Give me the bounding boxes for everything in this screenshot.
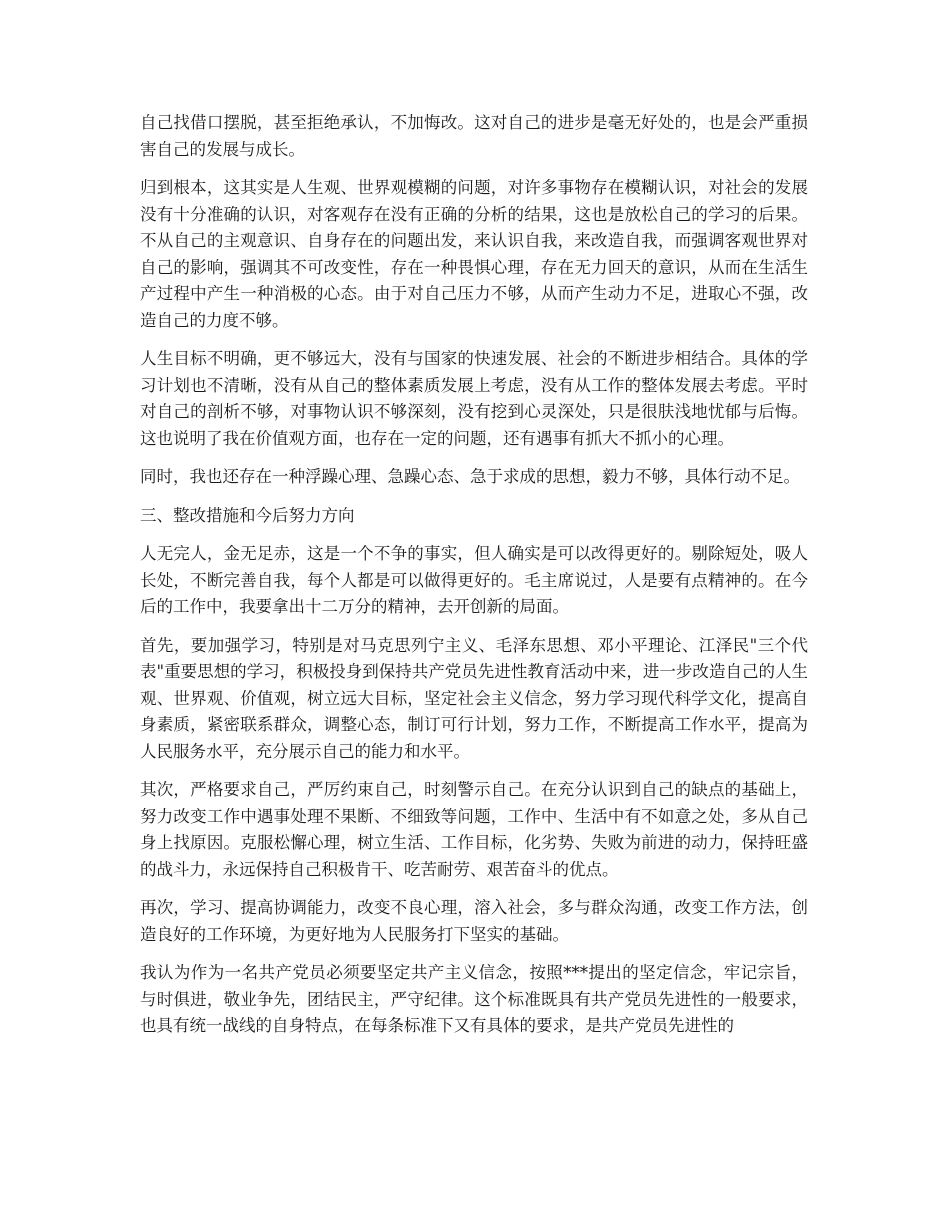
paragraph-party-member: 我认为作为一名共产党员必须要坚定共产主义信念，按照***提出的坚定信念，牢记宗旨，与时俱进，敬业争先，团结民主，严守纪律。这个标准既具有共产党员先进性的一般要求，也具有统一战线的自身特点，在每条标准下又有具体的要求，是共产党员先进性的 <box>140 963 808 1035</box>
document-body <box>140 110 808 1052</box>
paragraph-third-coordination: 再次，学习、提高协调能力，改变不良心理，溶入社会，多与群众沟通，改变工作方法，创造良好的工作环境，为更好地为人民服务打下坚实的基础。 <box>140 898 808 944</box>
section-heading-rectification: 三、整改措施和今后努力方向 <box>140 505 355 525</box>
paragraph-impatience: 同时，我也还存在一种浮躁心理、急躁心态、急于求成的思想，毅力不够，具体行动不足。 <box>140 467 800 486</box>
paragraph-excuses: 自己找借口摆脱，甚至拒绝承认，不加悔改。这对自己的进步是毫无好处的，也是会严重损害自己的发展与成长。 <box>140 113 808 159</box>
paragraph-life-goals: 人生目标不明确，更不够远大，没有与国家的快速发展、社会的不断进步相结合。具体的学习计划也不清晰，没有从自己的整体素质发展上考虑，没有从工作的整体发展去考虑。平时对自己的剖析不够，对事物认识不够深刻，没有挖到心灵深处，只是很肤浅地忧郁与后悔。这也说明了我在价值观方面，也存在一定的问题，还有遇事有抓大不抓小的心理。 <box>140 349 808 448</box>
paragraph-first-study: 首先，要加强学习，特别是对马克思列宁主义、毛泽东思想、邓小平理论、江泽民"三个代表"重要思想的学习，积极投身到保持共产党员先进性教育活动中来，进一步改造自己的人生观、世界观、价值观，树立远大目标，坚定社会主义信念，努力学习现代科学文化，提高自身素质，紧密联系群众，调整心态，制订可行计划，努力工作，不断提高工作水平，提高为人民服务水平，充分展示自己的能力和水平。 <box>140 635 808 761</box>
paragraph-root-cause: 归到根本，这其实是人生观、世界观模糊的问题，对许多事物存在模糊认识，对社会的发展没有十分准确的认识，对客观存在没有正确的分析的结果，这也是放松自己的学习的后果。不从自己的主观意识、自身存在的问题出发，来认识自我，来改造自我，而强调客观世界对自己的影响，强调其不可改变性，存在一种畏惧心理，存在无力回天的意识，从而在生活生产过程中产生一种消极的心态。由于对自己压力不够，从而产生动力不足，进取心不强，改造自己的力度不够。 <box>140 178 808 330</box>
paragraph-second-discipline: 其次，严格要求自己，严厉约束自己，时刻警示自己。在充分认识到自己的缺点的基础上，努力改变工作中遇事处理不果断、不细致等问题，工作中、生活中有不如意之处，多从自己身上找原因。克服松懈心理，树立生活、工作目标，化劣势、失败为前进的动力，保持旺盛的战斗力，永远保持自己积极肯干、吃苦耐劳、艰苦奋斗的优点。 <box>140 780 808 879</box>
paragraph-nobody-perfect: 人无完人，金无足赤，这是一个不争的事实，但人确实是可以改得更好的。剔除短处，吸人长处，不断完善自我，每个人都是可以做得更好的。毛主席说过，人是要有点精神的。在今后的工作中，我要拿出十二万分的精神，去开创新的局面。 <box>140 544 808 616</box>
